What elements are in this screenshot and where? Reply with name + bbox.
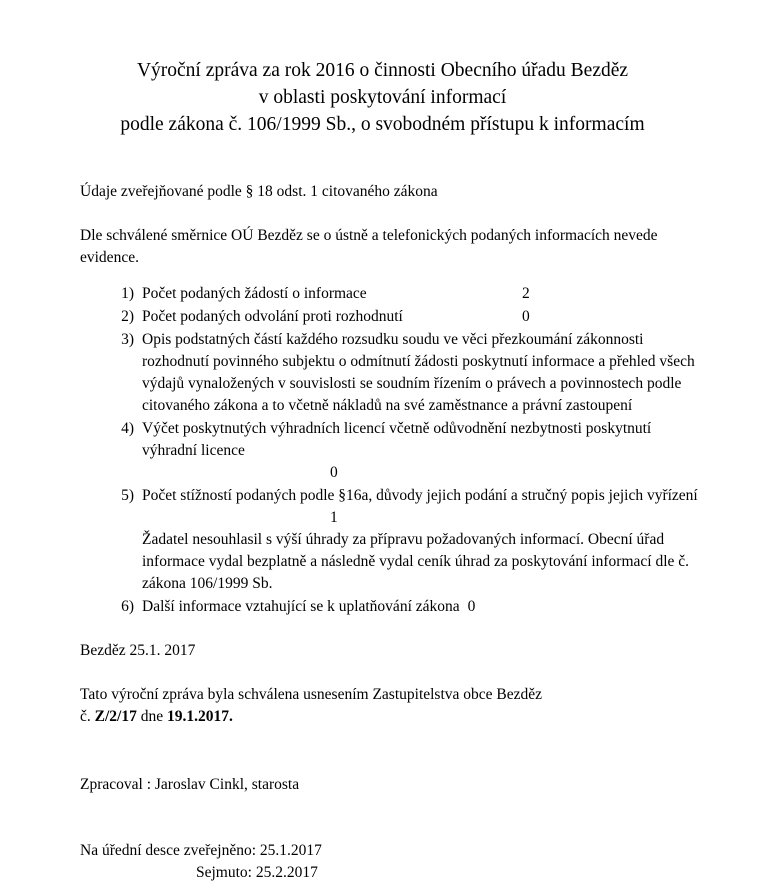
item-text: Další informace vztahující se k uplatňování zákona bbox=[142, 597, 460, 615]
item-number: 2) bbox=[121, 307, 134, 325]
item-row bbox=[142, 485, 705, 595]
item-text: Počet podaných odvolání proti rozhodnutí bbox=[142, 307, 403, 325]
list-item bbox=[104, 418, 705, 484]
document-body bbox=[0, 181, 765, 884]
approval-date: 19.1.2017. bbox=[166, 707, 233, 725]
approval-number: Z/2/17 bbox=[94, 707, 137, 725]
item-row bbox=[142, 306, 705, 328]
intro-paragraph: Dle schválené směrnice OÚ Bezděz se o ústně a telefonických podaných informacích nevede evidence. bbox=[80, 226, 658, 266]
list-item bbox=[104, 485, 705, 595]
item-row bbox=[142, 329, 705, 417]
item-note: Žadatel nesouhlasil s výší úhrady za přípravu požadovaných informací. Obecní úřad informace vydal bezplatně a následně vydal ceník úhrad za poskytování informací dle č. zákona 106/1999 Sb. bbox=[142, 530, 690, 592]
item-number: 3) bbox=[121, 330, 134, 348]
title-line-1: Výroční zpráva za rok 2016 o činnosti Obecního úřadu Bezděz bbox=[136, 60, 629, 81]
item-value: 0 bbox=[467, 597, 476, 615]
item-number: 6) bbox=[121, 597, 134, 615]
items-list bbox=[80, 283, 705, 618]
document-title bbox=[0, 58, 765, 139]
item-row bbox=[142, 283, 705, 305]
item-row bbox=[142, 418, 705, 484]
item-value: 1 bbox=[330, 508, 338, 526]
item-text: Opis podstatných částí každého rozsudku soudu ve věci přezkoumání zákonnosti rozhodnutí povinného subjektu o odmítnutí žádosti poskytnutí informace a přehled všech výdajů vynaložených v souvislosti se soudním řízením o právech a povinnostech podle citovaného zákona a to včetně nákladů na své zaměstnance a právní zastoupení bbox=[142, 330, 695, 414]
footer-block bbox=[80, 840, 705, 884]
title-line-2: v oblasti poskytování informací bbox=[258, 86, 507, 108]
posted-date: Na úřední desce zveřejněno: 25.1.2017 bbox=[80, 841, 322, 859]
title-line-3: podle zákona č. 106/1999 Sb., o svobodném přístupu k informacím bbox=[120, 113, 645, 135]
list-item bbox=[104, 329, 705, 417]
author-line: Zpracoval : Jaroslav Cinkl, starosta bbox=[80, 775, 300, 793]
document-page bbox=[0, 58, 765, 887]
item-value: 0 bbox=[330, 463, 338, 481]
removed-date: Sejmuto: 25.2.2017 bbox=[196, 863, 318, 881]
list-item bbox=[104, 283, 705, 305]
item-number: 5) bbox=[121, 486, 134, 504]
approval-middle: dne bbox=[136, 707, 167, 725]
item-text: Počet stížností podaných podle §16a, důvody jejich podání a stručný popis jejich vyřízení bbox=[142, 486, 698, 504]
item-number: 4) bbox=[121, 419, 134, 437]
approval-line-1: Tato výroční zpráva byla schválena usnesením Zastupitelstva obce Bezděz bbox=[80, 685, 543, 703]
subtitle-paragraph: Údaje zveřejňované podle § 18 odst. 1 citovaného zákona bbox=[80, 182, 438, 200]
item-text: Výčet poskytnutých výhradních licencí včetně odůvodnění nezbytnosti poskytnutí výhradní licence bbox=[142, 419, 652, 459]
approval-prefix: č. bbox=[80, 707, 95, 725]
item-value: 0 bbox=[522, 307, 530, 325]
item-text: Počet podaných žádostí o informace bbox=[142, 284, 367, 302]
place-date: Bezděz 25.1. 2017 bbox=[80, 641, 196, 659]
item-value: 2 bbox=[522, 284, 530, 302]
list-item bbox=[104, 596, 705, 618]
item-row bbox=[142, 596, 705, 618]
approval-block bbox=[80, 684, 705, 728]
list-item bbox=[104, 306, 705, 328]
item-number: 1) bbox=[121, 284, 134, 302]
